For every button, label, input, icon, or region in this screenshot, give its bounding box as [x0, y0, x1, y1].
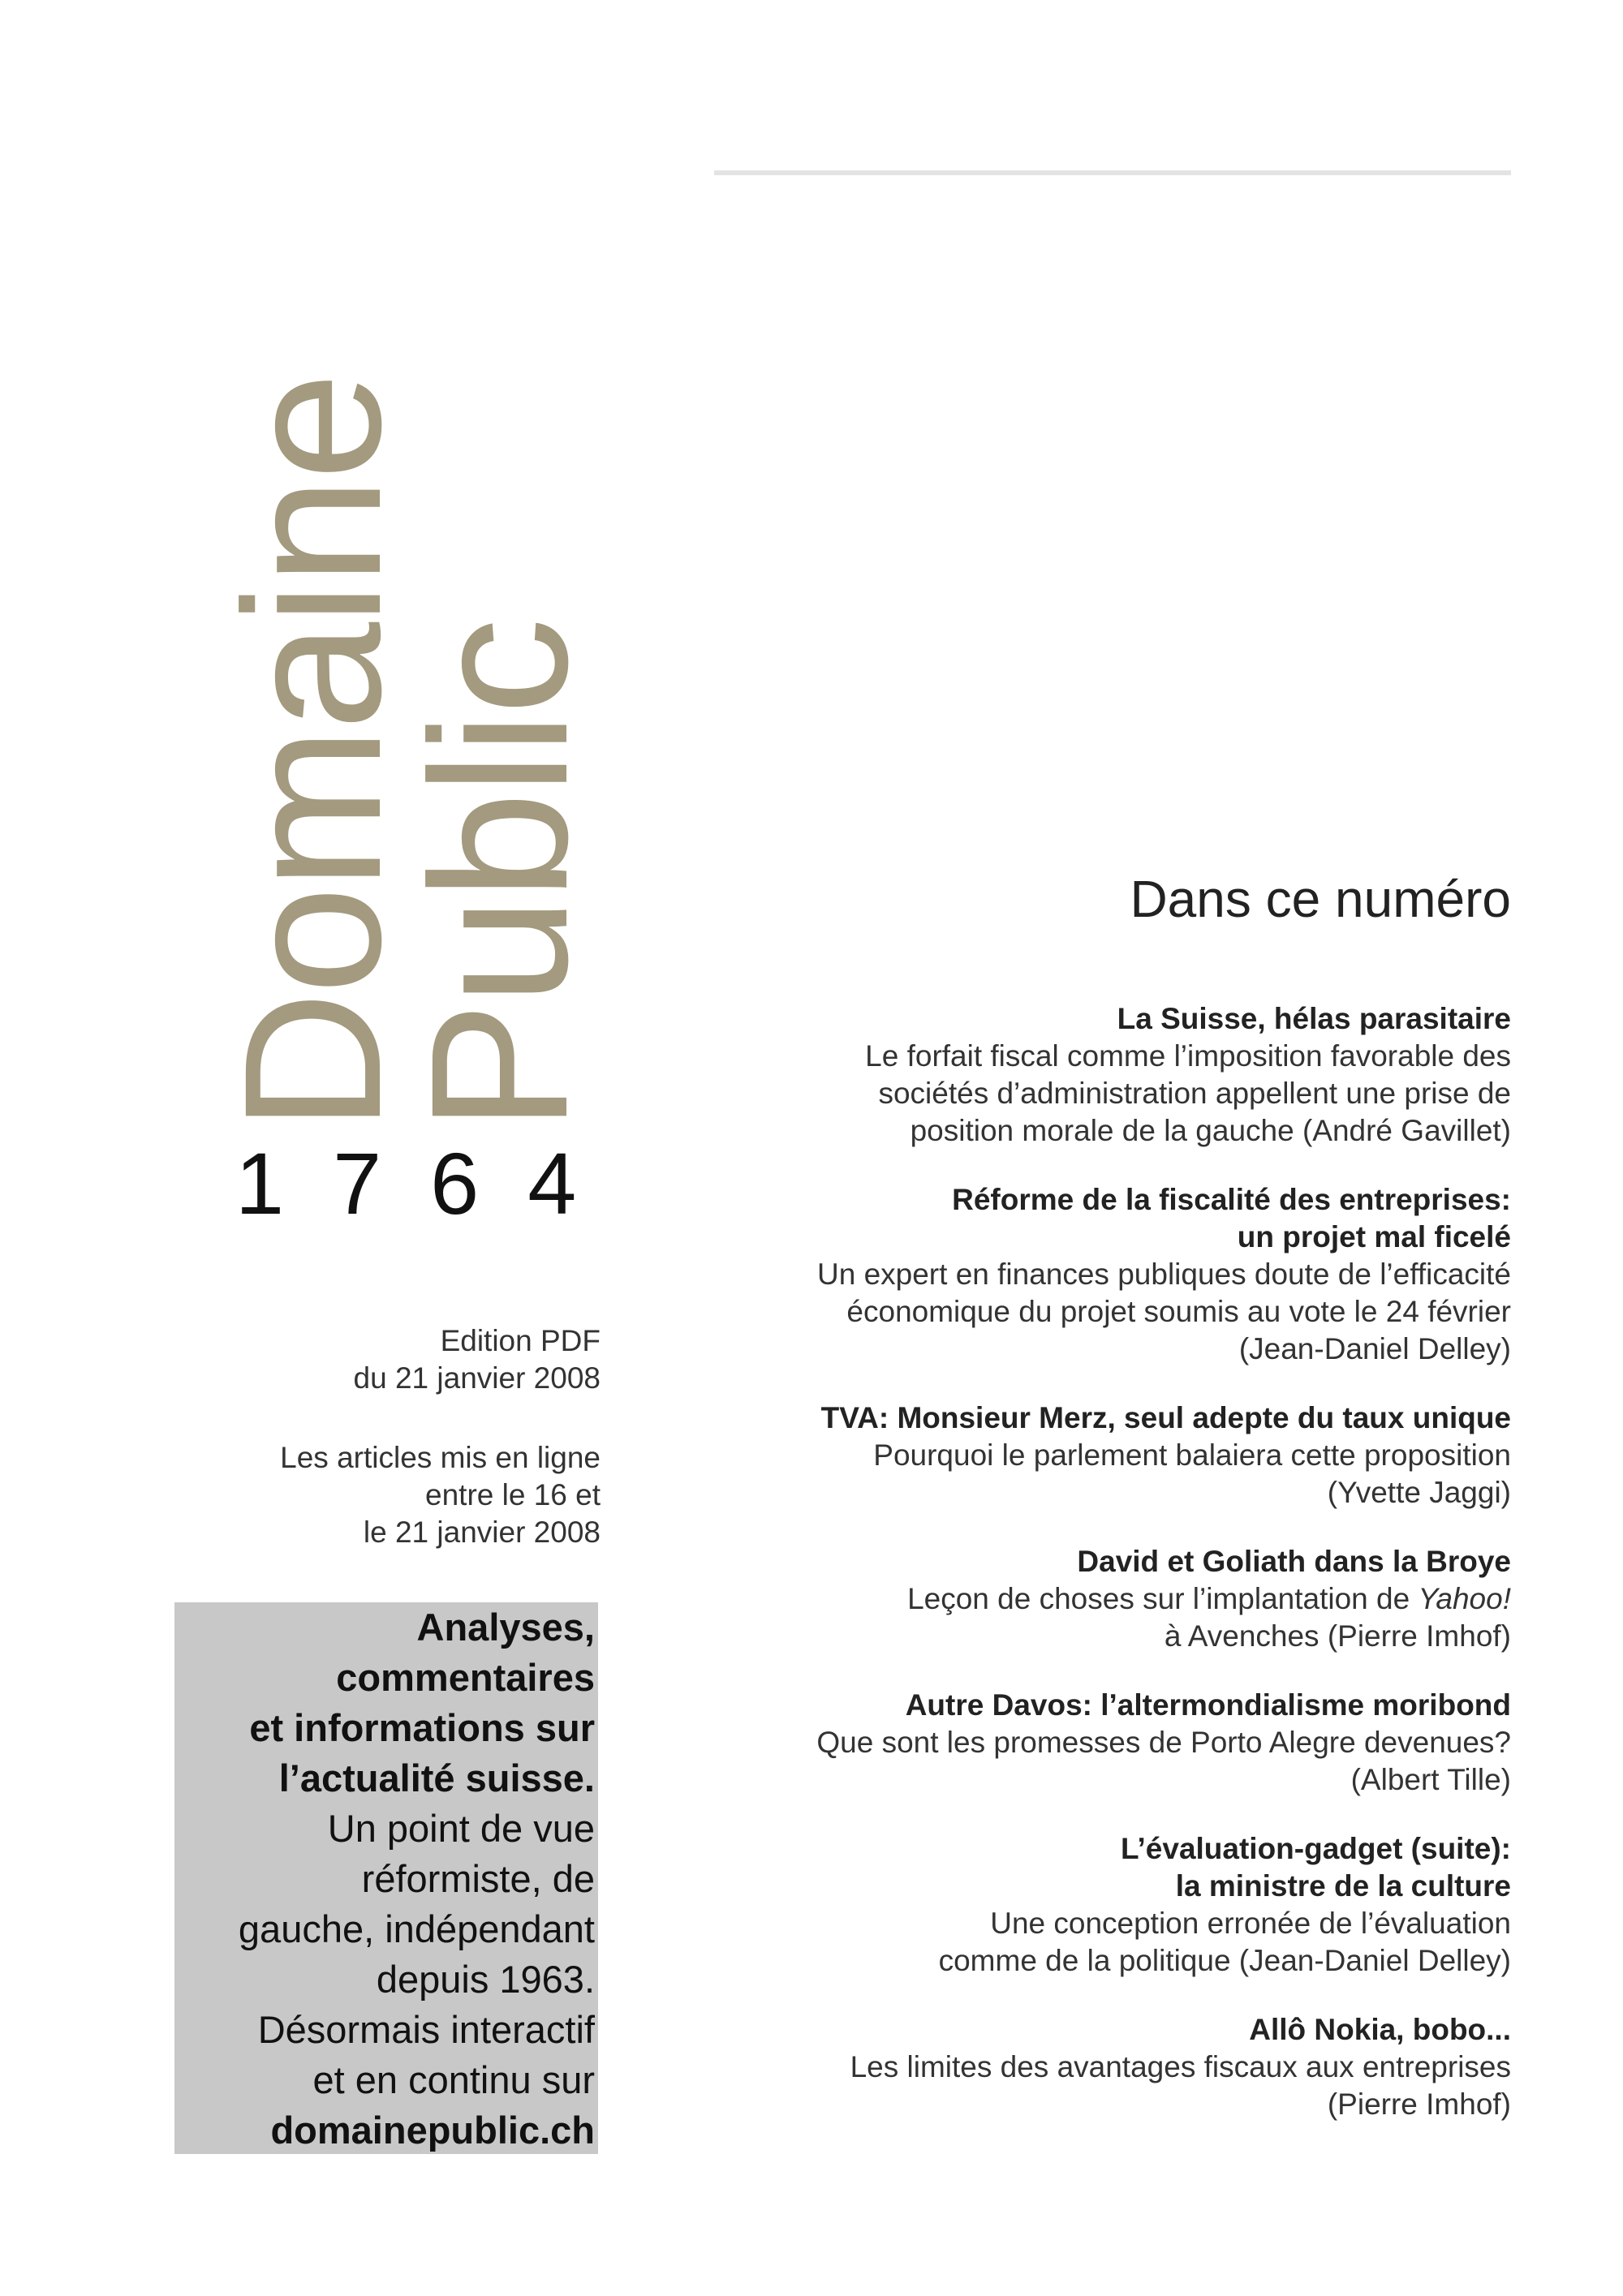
toc-headline[interactable]: TVA: Monsieur Merz, seul adepte du taux unique: [820, 1401, 1511, 1434]
masthead-logo: [204, 183, 608, 1132]
toc-headline[interactable]: David et Goliath dans la Broye: [1077, 1545, 1511, 1578]
toc-item[interactable]: [730, 1400, 1511, 1511]
toc-summary-emphasis: Yahoo!: [1418, 1582, 1511, 1615]
promo-line: Un point de vue: [327, 1807, 595, 1850]
toc-headline[interactable]: Allô Nokia, bobo...: [1249, 2013, 1511, 2046]
toc-summary: Un expert en finances publiques doute de l’efficacité: [817, 1258, 1511, 1291]
toc-summary: (Yvette Jaggi): [1327, 1476, 1511, 1509]
toc-summary: [730, 1580, 1511, 1618]
top-divider: [714, 170, 1511, 175]
toc-summary: Une conception erronée de l’évaluation: [990, 1907, 1511, 1940]
edition-label: Edition PDF: [440, 1324, 601, 1357]
toc-summary: économique du projet soumis au vote le 24 février: [846, 1295, 1511, 1328]
toc-item[interactable]: [730, 1181, 1511, 1368]
toc-summary: Les limites des avantages fiscaux aux entreprises: [850, 2050, 1511, 2083]
toc-summary: Que sont les promesses de Porto Alegre devenues?: [816, 1726, 1511, 1759]
toc-summary: (Albert Tille): [1350, 1763, 1511, 1796]
table-of-contents: [730, 1000, 1511, 2155]
online-info-line: Les articles mis en ligne: [280, 1441, 601, 1474]
toc-headline[interactable]: L’évaluation-gadget (suite):: [1120, 1832, 1511, 1865]
promo-line: réformiste, de: [361, 1857, 595, 1900]
toc-summary: position morale de la gauche (André Gavillet): [910, 1114, 1511, 1147]
promo-line: gauche, indépendant: [238, 1907, 595, 1950]
toc-summary: Pourquoi le parlement balaiera cette proposition: [873, 1438, 1511, 1472]
online-info-line: entre le 16 et: [425, 1478, 601, 1511]
promo-bold-line: et informations sur: [249, 1706, 595, 1749]
toc-item[interactable]: [730, 1830, 1511, 1980]
promo-line: Désormais interactif: [257, 2008, 595, 2051]
issue-number: 1764: [235, 1134, 626, 1232]
promo-bold-line: commentaires: [336, 1656, 595, 1699]
toc-item[interactable]: [730, 1687, 1511, 1799]
online-info-line: le 21 janvier 2008: [363, 1516, 601, 1549]
toc-summary-text: Leçon de choses sur l’implantation de: [907, 1582, 1410, 1615]
toc-summary: à Avenches (Pierre Imhof): [1164, 1619, 1511, 1653]
toc-summary: comme de la politique (Jean-Daniel Delley): [938, 1944, 1511, 1977]
promo-bold-line: l’actualité suisse.: [278, 1756, 595, 1799]
toc-summary: (Pierre Imhof): [1327, 2087, 1511, 2121]
promo-url-link[interactable]: domainepublic.ch: [270, 2109, 595, 2152]
toc-summary: (Jean-Daniel Delley): [1238, 1332, 1511, 1365]
toc-headline[interactable]: La Suisse, hélas parasitaire: [1117, 1002, 1511, 1035]
promo-bold-line: Analyses,: [416, 1606, 595, 1649]
toc-headline[interactable]: Réforme de la fiscalité des entreprises:: [952, 1183, 1511, 1216]
toc-item[interactable]: [730, 1000, 1511, 1150]
promo-line: et en continu sur: [312, 2058, 595, 2101]
toc-item[interactable]: [730, 1543, 1511, 1655]
masthead-word-domaine: Domaine: [204, 375, 421, 1132]
promo-box: [174, 1602, 598, 2154]
promo-line: depuis 1963.: [376, 1958, 595, 2001]
edition-date: du 21 janvier 2008: [353, 1361, 601, 1395]
toc-headline[interactable]: Autre Davos: l’altermondialisme moribond: [905, 1688, 1511, 1722]
toc-summary: sociétés d’administration appellent une prise de: [878, 1077, 1511, 1110]
masthead-word-public: Public: [390, 621, 608, 1132]
toc-summary: Le forfait fiscal comme l’imposition favorable des: [865, 1039, 1511, 1073]
toc-title: Dans ce numéro: [1130, 870, 1511, 928]
toc-headline[interactable]: la ministre de la culture: [1175, 1869, 1511, 1903]
edition-info: [219, 1322, 601, 1593]
toc-item[interactable]: [730, 2011, 1511, 2123]
toc-headline[interactable]: un projet mal ficelé: [1237, 1220, 1511, 1253]
